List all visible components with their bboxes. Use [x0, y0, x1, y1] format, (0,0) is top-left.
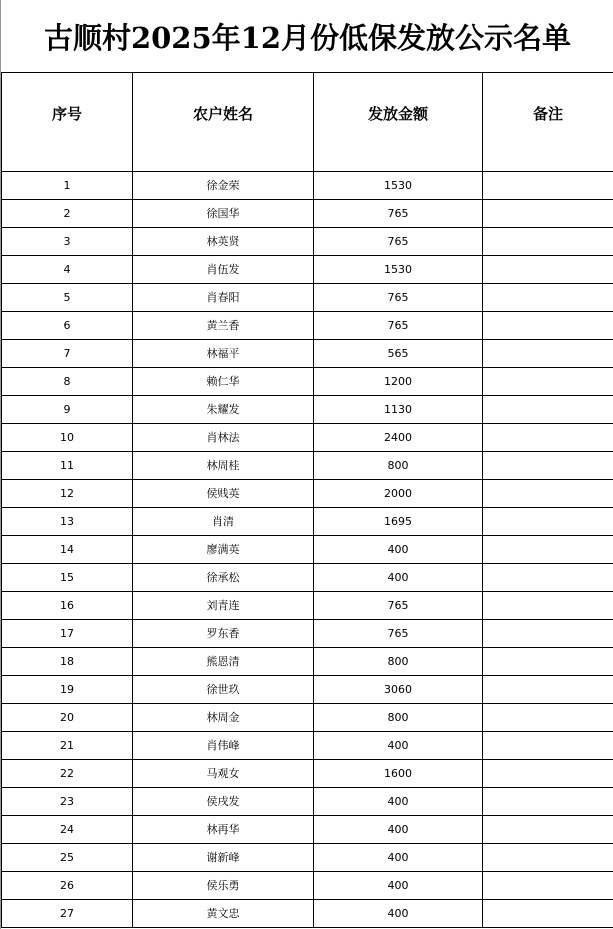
remarks-cell — [483, 452, 613, 480]
household-name-cell: 黄兰香 — [133, 312, 314, 340]
table-row — [2, 256, 613, 284]
amount-cell: 765 — [314, 592, 483, 620]
table-row — [2, 900, 613, 928]
serial-number-cell: 26 — [2, 872, 133, 900]
table-header-row — [2, 73, 613, 172]
amount-cell: 565 — [314, 340, 483, 368]
table-row — [2, 676, 613, 704]
remarks-cell — [483, 704, 613, 732]
remarks-cell — [483, 256, 613, 284]
household-name-cell: 谢新峰 — [133, 844, 314, 872]
amount-cell: 765 — [314, 228, 483, 256]
table-row — [2, 704, 613, 732]
household-name-cell: 徐世玖 — [133, 676, 314, 704]
serial-number-cell: 25 — [2, 844, 133, 872]
table-row — [2, 172, 613, 200]
amount-cell: 1200 — [314, 368, 483, 396]
serial-number-cell: 21 — [2, 732, 133, 760]
table-row — [2, 620, 613, 648]
household-name-cell: 肖清 — [133, 508, 314, 536]
header-serial-number: 序号 — [2, 73, 133, 172]
amount-cell: 1130 — [314, 396, 483, 424]
table-row — [2, 732, 613, 760]
serial-number-cell: 1 — [2, 172, 133, 200]
household-name-cell: 侯贱英 — [133, 480, 314, 508]
household-name-cell: 林福平 — [133, 340, 314, 368]
amount-cell: 1600 — [314, 760, 483, 788]
serial-number-cell: 15 — [2, 564, 133, 592]
household-name-cell: 肖林法 — [133, 424, 314, 452]
remarks-cell — [483, 564, 613, 592]
amount-cell: 800 — [314, 648, 483, 676]
household-name-cell: 徐国华 — [133, 200, 314, 228]
serial-number-cell: 3 — [2, 228, 133, 256]
household-name-cell: 肖春阳 — [133, 284, 314, 312]
household-name-cell: 朱耀发 — [133, 396, 314, 424]
amount-cell: 3060 — [314, 676, 483, 704]
serial-number-cell: 10 — [2, 424, 133, 452]
remarks-cell — [483, 340, 613, 368]
household-name-cell: 徐金荣 — [133, 172, 314, 200]
table-row — [2, 200, 613, 228]
table-row — [2, 340, 613, 368]
serial-number-cell: 20 — [2, 704, 133, 732]
remarks-cell — [483, 844, 613, 872]
amount-cell: 400 — [314, 900, 483, 928]
remarks-cell — [483, 536, 613, 564]
serial-number-cell: 18 — [2, 648, 133, 676]
remarks-cell — [483, 816, 613, 844]
amount-cell: 800 — [314, 452, 483, 480]
serial-number-cell: 24 — [2, 816, 133, 844]
remarks-cell — [483, 508, 613, 536]
amount-cell: 400 — [314, 732, 483, 760]
subsidy-table — [1, 72, 613, 928]
remarks-cell — [483, 396, 613, 424]
table-row — [2, 564, 613, 592]
household-name-cell: 林周桂 — [133, 452, 314, 480]
serial-number-cell: 11 — [2, 452, 133, 480]
table-row — [2, 396, 613, 424]
serial-number-cell: 9 — [2, 396, 133, 424]
table-row — [2, 424, 613, 452]
table-row — [2, 452, 613, 480]
amount-cell: 765 — [314, 200, 483, 228]
household-name-cell: 侯乐勇 — [133, 872, 314, 900]
household-name-cell: 刘青连 — [133, 592, 314, 620]
serial-number-cell: 14 — [2, 536, 133, 564]
page-title: 古顺村2025年12月份低保发放公示名单 — [43, 21, 572, 55]
table-row — [2, 816, 613, 844]
table-row — [2, 536, 613, 564]
remarks-cell — [483, 172, 613, 200]
household-name-cell: 马观女 — [133, 760, 314, 788]
remarks-cell — [483, 788, 613, 816]
remarks-cell — [483, 648, 613, 676]
serial-number-cell: 19 — [2, 676, 133, 704]
table-row — [2, 648, 613, 676]
amount-cell: 765 — [314, 312, 483, 340]
serial-number-cell: 2 — [2, 200, 133, 228]
remarks-cell — [483, 480, 613, 508]
household-name-cell: 林周金 — [133, 704, 314, 732]
amount-cell: 800 — [314, 704, 483, 732]
serial-number-cell: 22 — [2, 760, 133, 788]
serial-number-cell: 6 — [2, 312, 133, 340]
serial-number-cell: 12 — [2, 480, 133, 508]
serial-number-cell: 7 — [2, 340, 133, 368]
amount-cell: 765 — [314, 620, 483, 648]
remarks-cell — [483, 200, 613, 228]
amount-cell: 1530 — [314, 172, 483, 200]
header-household-name: 农户姓名 — [133, 73, 314, 172]
table-row — [2, 788, 613, 816]
table-row — [2, 592, 613, 620]
remarks-cell — [483, 872, 613, 900]
remarks-cell — [483, 312, 613, 340]
serial-number-cell: 13 — [2, 508, 133, 536]
amount-cell: 400 — [314, 536, 483, 564]
header-amount: 发放金额 — [314, 73, 483, 172]
household-name-cell: 赖仁华 — [133, 368, 314, 396]
household-name-cell: 熊恩清 — [133, 648, 314, 676]
remarks-cell — [483, 592, 613, 620]
table-row — [2, 228, 613, 256]
remarks-cell — [483, 228, 613, 256]
household-name-cell: 肖伟峰 — [133, 732, 314, 760]
serial-number-cell: 23 — [2, 788, 133, 816]
amount-cell: 400 — [314, 788, 483, 816]
remarks-cell — [483, 620, 613, 648]
serial-number-cell: 27 — [2, 900, 133, 928]
remarks-cell — [483, 732, 613, 760]
serial-number-cell: 17 — [2, 620, 133, 648]
amount-cell: 400 — [314, 816, 483, 844]
household-name-cell: 侯戌发 — [133, 788, 314, 816]
household-name-cell: 廖满英 — [133, 536, 314, 564]
table-row — [2, 284, 613, 312]
table-row — [2, 872, 613, 900]
table-row — [2, 480, 613, 508]
amount-cell: 400 — [314, 564, 483, 592]
table-row — [2, 508, 613, 536]
household-name-cell: 徐承松 — [133, 564, 314, 592]
table-row — [2, 312, 613, 340]
table-body — [2, 172, 613, 928]
amount-cell: 1530 — [314, 256, 483, 284]
table-row — [2, 368, 613, 396]
amount-cell: 400 — [314, 844, 483, 872]
table-row — [2, 844, 613, 872]
remarks-cell — [483, 424, 613, 452]
amount-cell: 2400 — [314, 424, 483, 452]
remarks-cell — [483, 676, 613, 704]
serial-number-cell: 16 — [2, 592, 133, 620]
amount-cell: 2000 — [314, 480, 483, 508]
header-remarks: 备注 — [483, 73, 613, 172]
amount-cell: 1695 — [314, 508, 483, 536]
amount-cell: 765 — [314, 284, 483, 312]
household-name-cell: 罗东香 — [133, 620, 314, 648]
amount-cell: 400 — [314, 872, 483, 900]
table-row — [2, 760, 613, 788]
remarks-cell — [483, 900, 613, 928]
serial-number-cell: 5 — [2, 284, 133, 312]
household-name-cell: 林再华 — [133, 816, 314, 844]
household-name-cell: 黄文忠 — [133, 900, 314, 928]
serial-number-cell: 8 — [2, 368, 133, 396]
remarks-cell — [483, 284, 613, 312]
household-name-cell: 肖伍发 — [133, 256, 314, 284]
serial-number-cell: 4 — [2, 256, 133, 284]
remarks-cell — [483, 760, 613, 788]
remarks-cell — [483, 368, 613, 396]
household-name-cell: 林英贤 — [133, 228, 314, 256]
